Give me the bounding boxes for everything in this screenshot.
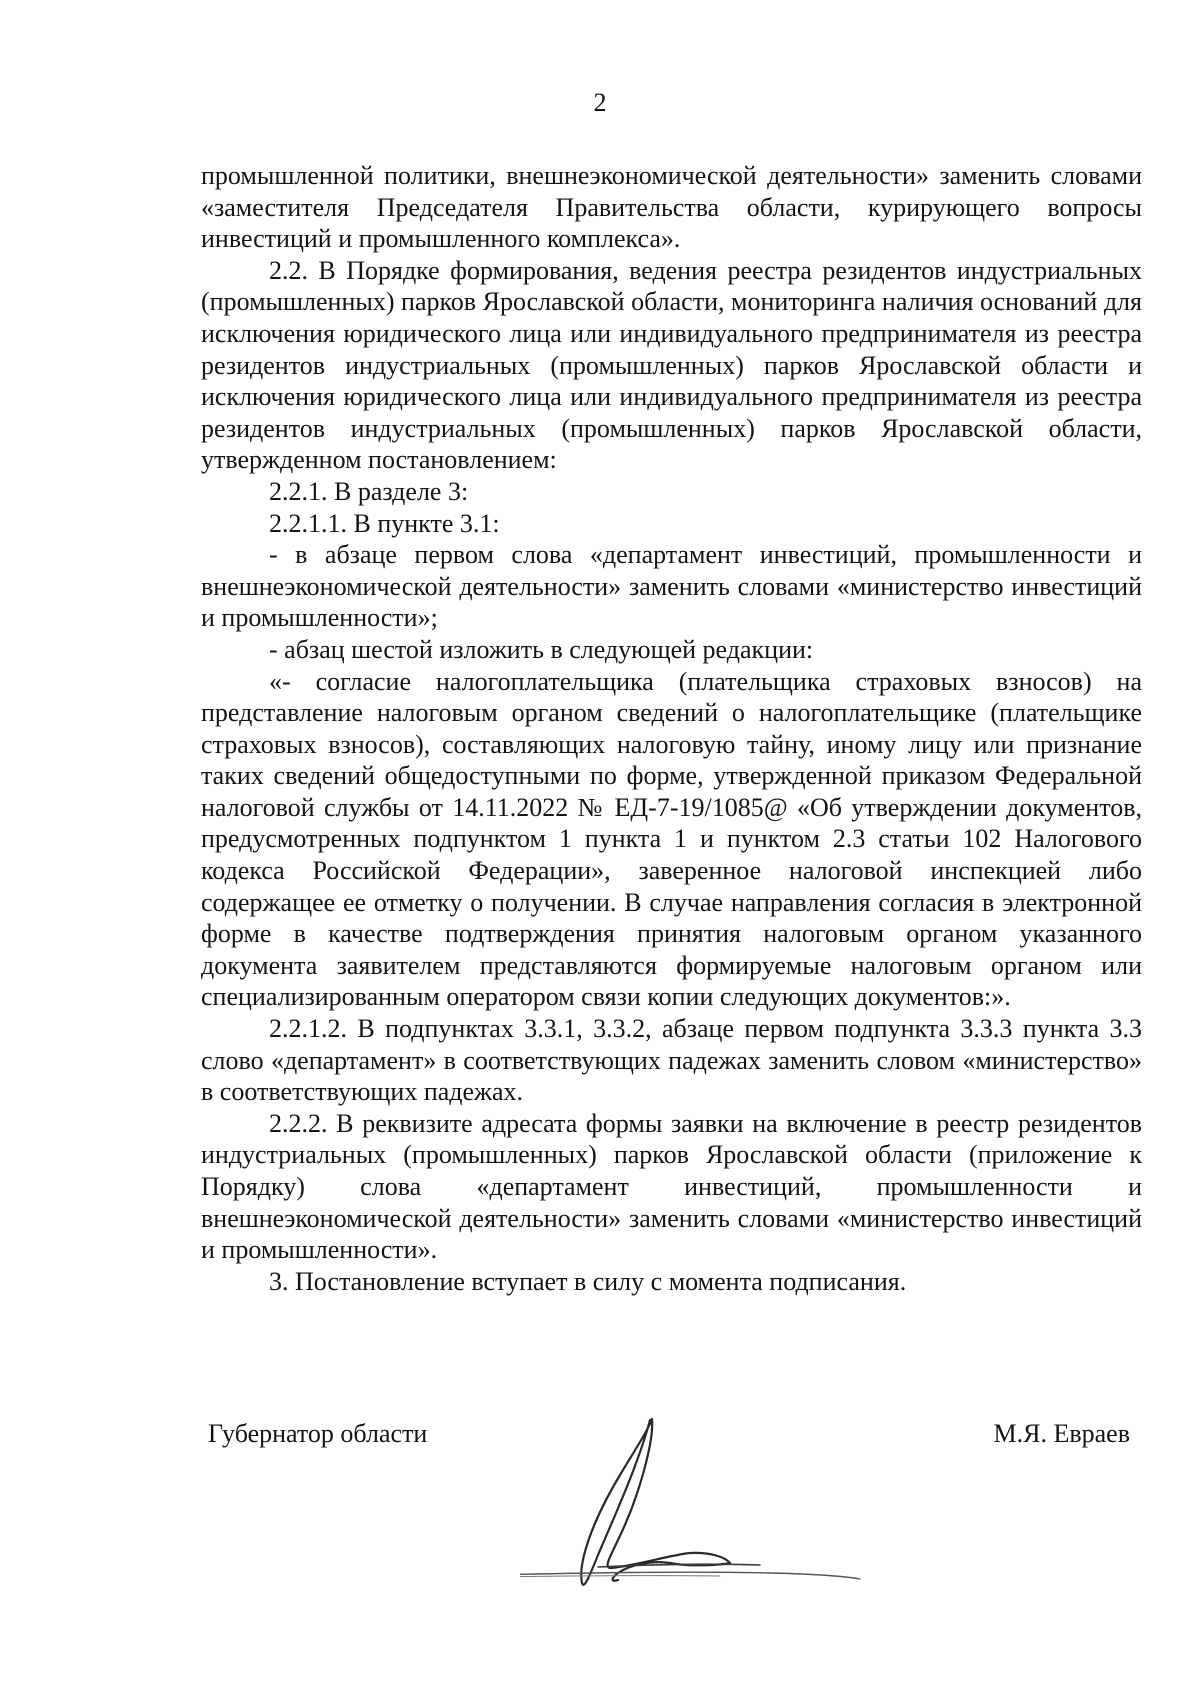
paragraph: промышленной политики, внешнеэкономической деятельности» заменить словами «заместителя Председателя Правительства области, курирующего вопросы инвестиций и промышленного комплекса». — [201, 161, 1142, 254]
signatory-name: М.Я. Евраев — [993, 1419, 1130, 1448]
paragraph: - в абзаце первом слова «департамент инвестиций, промышленности и внешнеэкономической деятельности» заменить словами «министерство инвестиций и промышленности»; — [201, 540, 1142, 633]
paragraph: 3. Постановление вступает в силу с момента подписания. — [269, 1266, 907, 1296]
paragraph: «- согласие налогоплательщика (плательщика страховых взносов) на представление налоговым органом сведений о налогоплательщике (плательщике страховых взносов), составляющих налоговую тайну, иному лицу или признание таких сведений общедоступными по форме, утвержденной приказом Федеральной налоговой службы от 14.11.2022 № ЕД-7-19/1085@ «Об утверждении документов, предусмотренных подпунктом 1 пункта 1 и пунктом 2.3 статьи 102 Налогового кодекса Российской Федерации», заверенное налоговой инспекцией либо содержащее ее отметку о получении. В случае направления согласия в электронной форме в качестве подтверждения принятия налоговым органом указанного документа заявителем представляются формируемые налоговым органом или специализированным оператором связи копии следующих документов:». — [201, 666, 1142, 1012]
paragraph: 2.2.2. В реквизите адресата формы заявки на включение в реестр резидентов индустриальных (промышленных) парков Ярославской области (приложение к Порядку) слова «департамент инвестиций, промышленности и внешнеэкономической деятельности» заменить словами «министерство инвестиций и промышленности». — [201, 1108, 1142, 1265]
paragraph: 2.2.1.1. В пункте 3.1: — [269, 508, 500, 538]
paragraph: 2.2.1.2. В подпунктах 3.3.1, 3.3.2, абзаце первом подпункта 3.3.3 пункта 3.3 слово «департамент» в соответствующих падежах заменить словом «министерство» в соответствующих падежах. — [201, 1014, 1142, 1107]
paragraph: 2.2. В Порядке формирования, ведения реестра резидентов индустриальных (промышленных) парков Ярославской области, мониторинга наличия оснований для исключения юридического лица или индивидуального предпринимателя из реестра резидентов индустриальных (промышленных) парков Ярославской области и исключения юридического лица или индивидуального предпринимателя из реестра резидентов индустриальных (промышленных) парков Ярославской области, утвержденном постановлением: — [201, 255, 1142, 475]
handwritten-signature — [520, 1405, 960, 1605]
page-number: 2 — [593, 88, 607, 117]
signatory-role: Губернатор области — [208, 1419, 428, 1448]
paragraph: 2.2.1. В разделе 3: — [269, 476, 469, 506]
paragraph: - абзац шестой изложить в следующей редакции: — [269, 634, 814, 664]
document-body — [201, 160, 1142, 1297]
